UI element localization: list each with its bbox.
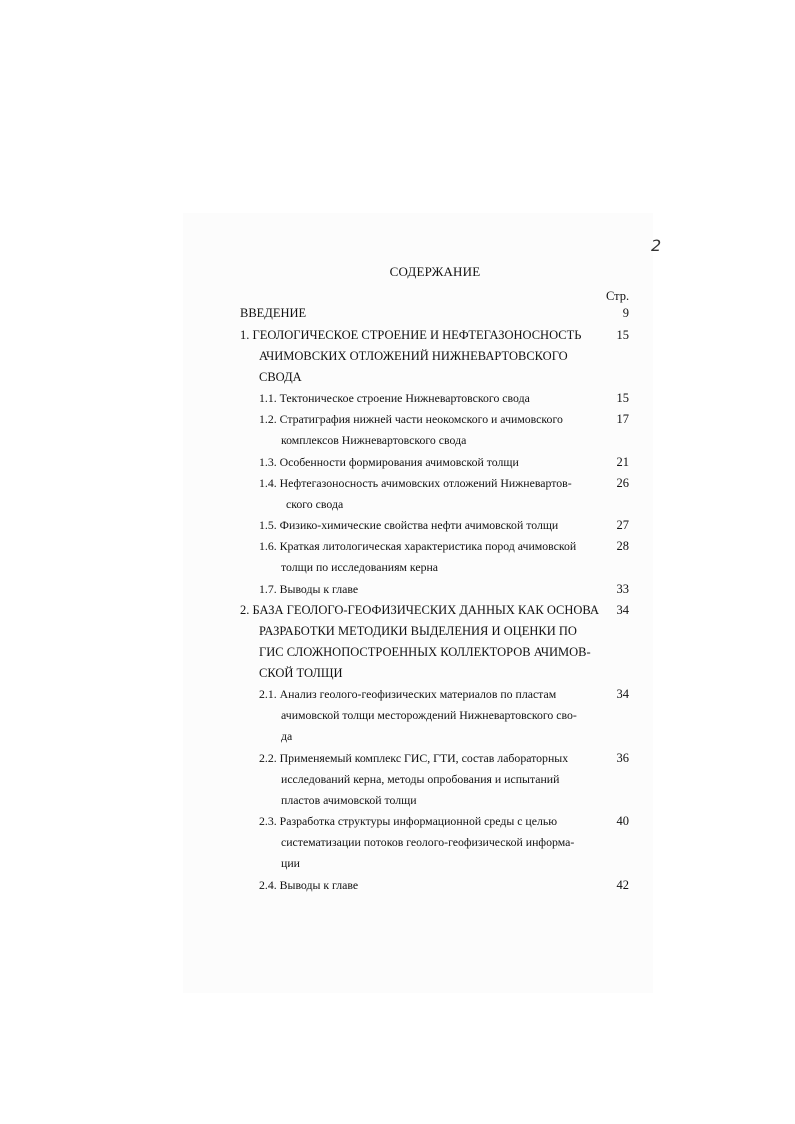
toc-entry-page: 17	[616, 412, 629, 426]
toc-entry-page: 9	[622, 306, 629, 320]
toc-entry-text: 2.2. Применяемый комплекс ГИС, ГТИ, состав лабораторных	[259, 751, 569, 765]
toc-entry-text: 1.6. Краткая литологическая характеристика пород ачимовской	[259, 539, 577, 553]
toc-entry-page: 26	[616, 476, 629, 490]
toc-entry-text: 1.7. Выводы к главе	[259, 582, 359, 596]
toc-entry-text: 1. ГЕОЛОГИЧЕСКОЕ СТРОЕНИЕ И НЕФТЕГАЗОНОСНОСТЬ	[240, 328, 582, 342]
toc-entry-page: 40	[616, 814, 629, 828]
toc-entry-page: 33	[616, 582, 629, 596]
page-number: 2	[651, 236, 662, 255]
toc-entry-text: толщи по исследованиям керна	[281, 560, 439, 574]
toc-entry-text: 2.3. Разработка структуры информационной среды с целью	[259, 814, 558, 828]
toc-entry-text: 1.1. Тектоническое строение Нижневартовского свода	[259, 391, 530, 405]
toc-entry-text: 1.3. Особенности формирования ачимовской толщи	[259, 455, 519, 469]
toc-entry-text: да	[281, 729, 293, 743]
toc-entry-page: 34	[616, 687, 629, 701]
toc-entry-text: 2. БАЗА ГЕОЛОГО-ГЕОФИЗИЧЕСКИХ ДАННЫХ КАК ОСНОВА	[240, 603, 600, 617]
toc-title: СОДЕРЖАНИЕ	[389, 264, 481, 279]
toc-entry-text: СКОЙ ТОЛЩИ	[259, 666, 343, 680]
toc-entry-text: исследований керна, методы опробования и испытаний	[281, 772, 560, 786]
toc-entry-text: СВОДА	[259, 370, 302, 384]
toc-entry-text: ции	[281, 856, 300, 870]
page-column-label: Стр.	[606, 289, 630, 303]
toc-entry-text: 1.5. Физико-химические свойства нефти ачимовской толщи	[259, 518, 559, 532]
toc-entry-text: ского свода	[286, 497, 344, 511]
toc-entry-text: 1.2. Стратиграфия нижней части неокомского и ачимовского	[259, 412, 563, 426]
toc-entry-page: 34	[616, 603, 629, 617]
toc-entry-text: пластов ачимовской толщи	[281, 793, 417, 807]
toc-entry-text: 2.1. Анализ геолого-геофизических материалов по пластам	[259, 687, 557, 701]
toc-entry-text: ВВЕДЕНИЕ	[240, 306, 307, 320]
toc-entry-page: 27	[616, 518, 629, 532]
toc-entry-text: 1.4. Нефтегазоносность ачимовских отложений Нижневартов-	[259, 476, 572, 490]
toc-entry-text: систематизации потоков геолого-геофизической информа-	[281, 835, 575, 849]
toc-entry-page: 42	[616, 878, 629, 892]
toc-entry-text: комплексов Нижневартовского свода	[281, 433, 467, 447]
toc-entry-text: ГИС СЛОЖНОПОСТРОЕННЫХ КОЛЛЕКТОРОВ АЧИМОВ-	[259, 645, 591, 659]
toc-entry-page: 15	[616, 391, 629, 405]
toc-entry-text: АЧИМОВСКИХ ОТЛОЖЕНИЙ НИЖНЕВАРТОВСКОГО	[259, 349, 568, 363]
toc-entry-text: 2.4. Выводы к главе	[259, 878, 359, 892]
toc-entry-text: ачимовской толщи месторождений Нижневартовского сво-	[281, 708, 577, 722]
toc-entry-page: 15	[616, 328, 629, 342]
toc-entry-text: РАЗРАБОТКИ МЕТОДИКИ ВЫДЕЛЕНИЯ И ОЦЕНКИ ПО	[259, 624, 577, 638]
toc-entry-page: 21	[616, 455, 629, 469]
toc-entry-page: 36	[616, 751, 629, 765]
toc-entry-page: 28	[616, 539, 629, 553]
